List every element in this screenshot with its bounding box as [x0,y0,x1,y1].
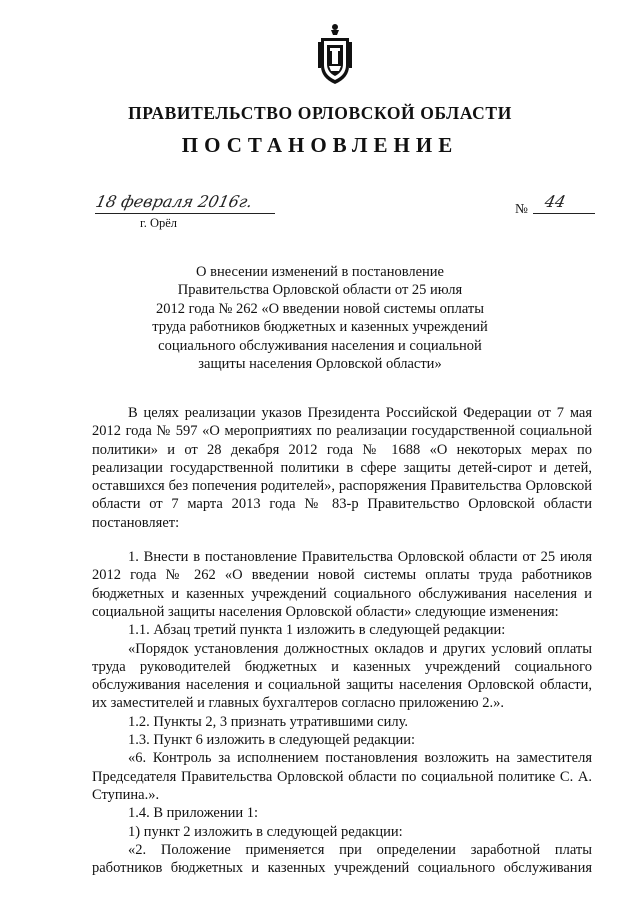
document-date: 18 февраля 2016г. [93,192,255,211]
preamble-paragraph: В целях реализации указов Президента Российской Федерации от 7 мая 2012 года № 597 «О мероприятиях по реализации государственной социальной политики» и от 28 декабря 2012 года № 1688 «О некоторых мерах по реализации государственной политики в сфере защиты детей-сирот и детей, оставшихся без попечения родителей», распоряжения Правительства Орловской области от 7 марта 2013 года № 83-р Правительство Орловской области постановляет: [92,405,592,531]
clause-1-4-1: 1) пункт 2 изложить в следующей редакции: [128,823,403,840]
clause-1-1: 1.1. Абзац третий пункта 1 изложить в следующей редакции: [128,622,506,639]
document-type-title: ПОСТАНОВЛЕНИЕ [181,133,459,157]
organization-title: ПРАВИТЕЛЬСТВО ОРЛОВСКОЙ ОБЛАСТИ [128,103,512,123]
subject-line: О внесении изменений в постановление [196,264,444,280]
clause-1-3: 1.3. Пункт 6 изложить в следующей редакции: [128,732,416,749]
subject-line: Правительства Орловской области от 25 июля [177,282,463,299]
document-city: г. Орёл [140,216,178,230]
clause-1-2: 1.2. Пункты 2, 3 признать утратившими силу. [128,713,409,730]
subject-line: социального обслуживания населения и социальной [158,337,482,354]
clause-1-4: 1.4. В приложении 1: [128,805,259,822]
document-subject [140,263,500,373]
subject-line: 2012 года № 262 «О введении новой системы оплаты [156,300,484,317]
clause-1-4-1-text: «2. Положение применяется при определении заработной платы работников бюджетных и казенных учреждений социального обслуживания [92,841,592,877]
document-number: 44 [542,192,568,211]
document-body [92,404,592,877]
clause-1-1-text: «Порядок установления должностных окладов и других условий оплаты труда руководителей бюджетных и казенных учреждений социального обслуживания населения и социальной защиты населения Орловской области, их заместителей и главных бухгалтеров согласно приложению 2.». [92,640,592,712]
clause-1-3-text: «6. Контроль за исполнением постановления возложить на заместителя Председателя Правительства Орловской области по социальной политике С. А. Ступина.». [92,750,592,803]
subject-line: труда работников бюджетных и казенных учреждений [152,319,488,336]
coat-of-arms-icon [315,22,355,86]
clause-1: 1. Внести в постановление Правительства Орловской области от 25 июля 2012 года № 262 «О введении новой системы оплаты труда работников бюджетных и казенных учреждений социального обслуживания населения и социальной защиты населения Орловской области» следующие изменения: [92,549,592,620]
subject-line: защиты населения Орловской области» [198,356,442,373]
number-label: № [515,201,528,216]
